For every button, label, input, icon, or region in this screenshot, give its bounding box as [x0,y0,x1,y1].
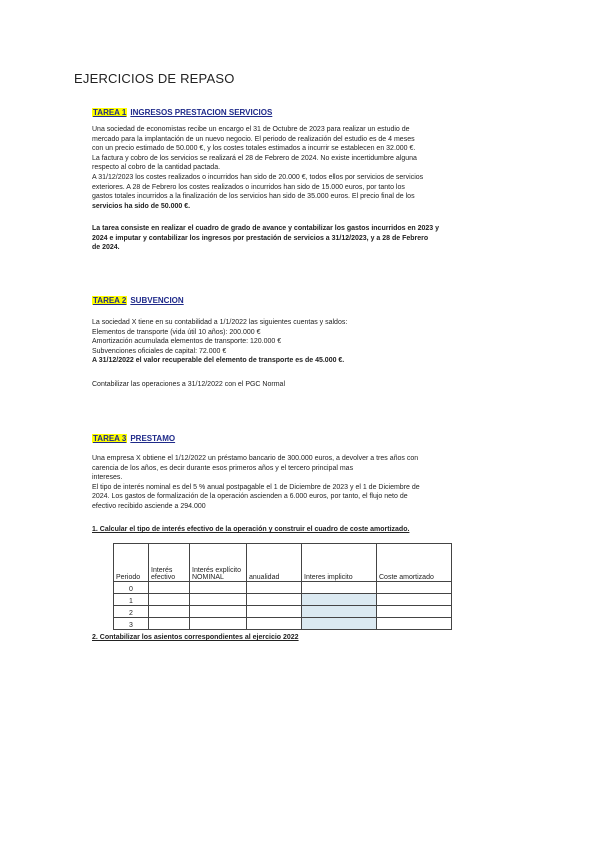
table-cell [190,618,247,630]
task2-question-line: Contabilizar las operaciones a 31/12/2022 con el PGC Normal [92,381,285,388]
table-cell [377,618,452,630]
task1-line: A 31/12/2023 los costes realizados o incurridos han sido de 20.000 €, todos ellos por servicios de servicios [92,173,424,181]
task1-line: mercado para la implantación de un nuevo negocio. El periodo de realización del estudio es de 4 meses [92,135,415,143]
task2-line: Subvenciones oficiales de capital: 72.000 € [92,347,227,355]
task2-line: Amortización acumulada elementos de transporte: 120.000 € [92,338,282,346]
task1-line: gastos totales incurridos a la finalización de los servicios han sido de 35.000 euros. El precio final de los [92,193,415,201]
table-row [114,594,452,606]
task2-statement [92,318,512,366]
task3-heading [92,434,175,443]
table-cell [302,582,377,594]
period-cell: 1 [114,594,149,606]
task1-line: Una sociedad de economistas recibe un encargo el 31 de Octubre de 2023 para realizar un estudio de [92,126,410,133]
table-row [114,582,452,594]
task1-question-line: 2024 e imputar y contabilizar los ingresos por prestación de servicios a 31/12/2023, y a 28 de Febrero [92,234,429,242]
period-cell: 2 [114,606,149,618]
table-cell [302,594,377,606]
task1-tag: TAREA 1 [93,108,127,117]
task3-line: carencia de los años, es decir durante esos primeros años y el tercero principal mas [92,464,354,472]
table-cell [247,606,302,618]
task3-line: efectivo recibido asciende a 294.000 [92,502,206,510]
amortization-table [113,543,452,630]
period-cell: 0 [114,582,149,594]
table-cell [190,606,247,618]
table-row [114,606,452,618]
task1-name: INGRESOS PRESTACION SERVICIOS [130,108,273,117]
task3-line: Una empresa X obtiene el 1/12/2022 un préstamo bancario de 300.000 euros, a devolver a tres años con [92,455,419,462]
table-cell [190,594,247,606]
task3-line: intereses. [92,474,123,482]
task2-tag: TAREA 2 [93,296,127,305]
task1-question [92,224,512,253]
task2-heading [92,296,184,305]
task2-question [92,380,512,390]
task2-line: La sociedad X tiene en su contabilidad a 1/1/2022 las siguientes cuentas y saldos: [92,319,348,326]
task3-line: El tipo de interés nominal es del 5 % anual postpagable el 1 de Diciembre de 2023 y el 1 de Diciembre de [92,483,420,491]
task2-line: Elementos de transporte (vida útil 10 años): 200.000 € [92,328,261,336]
task1-line: respecto al cobro de la cantidad pactada. [92,164,221,172]
page-title: EJERCICIOS DE REPASO [74,71,235,86]
task2-name: SUBVENCION [130,296,184,305]
table-cell [190,582,247,594]
table-header-row [114,544,452,582]
column-header: Periodo [114,544,149,582]
task1-line: La factura y cobro de los servicios se realizará el 28 de Febrero de 2024. No existe incertidumbre alguna [92,154,417,162]
task1-line: con un precio estimado de 50.000 €, y los costes totales estimados a incurrir se establecen en 32.000 €. [92,145,416,153]
table-cell [247,594,302,606]
task1-question-line: La tarea consiste en realizar el cuadro de grado de avance y contabilizar los gastos incurridos en 2023 y [92,225,440,232]
table-cell [247,582,302,594]
task3-question-2: 2. Contabilizar los asientos correspondientes al ejercicio 2022 [92,634,299,641]
task1-line: servicios ha sido de 50.000 €. [92,202,191,210]
task3-statement [92,454,512,512]
table-cell [149,582,190,594]
table-row [114,618,452,630]
table-cell [149,606,190,618]
table-cell [302,606,377,618]
column-header: Coste amortizado [377,544,452,582]
task1-question-line: de 2024. [92,244,120,252]
task3-tag: TAREA 3 [93,434,127,443]
column-header: Interés explícito NOMINAL [190,544,247,582]
table-cell [377,594,452,606]
period-cell: 3 [114,618,149,630]
table-cell [149,594,190,606]
column-header: Interes implicito [302,544,377,582]
task1-heading [92,108,272,117]
table-cell [247,618,302,630]
column-header: anualidad [247,544,302,582]
task3-name: PRESTAMO [130,434,176,443]
task2-bold-line: A 31/12/2022 el valor recuperable del elemento de transporte es de 45.000 €. [92,357,345,365]
table-cell [377,606,452,618]
task3-line: 2024. Los gastos de formalización de la operación ascienden a 6.000 euros, por tanto, el flujo neto de [92,493,408,501]
column-header: Interés efectivo [149,544,190,582]
table-cell [377,582,452,594]
task1-statement [92,125,512,211]
task1-line: exteriores. A 28 de Febrero los costes realizados o incurridos han sido de 15.000 euros, por tanto los [92,183,405,191]
table-cell [149,618,190,630]
table-cell [302,618,377,630]
task3-question-1: 1. Calcular el tipo de interés efectivo de la operación y construir el cuadro de coste amortizado. [92,526,410,533]
